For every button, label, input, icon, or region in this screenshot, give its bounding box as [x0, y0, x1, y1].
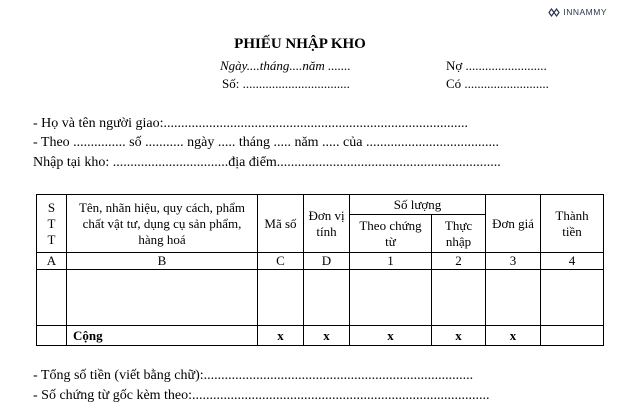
- index-cell: 3: [486, 253, 541, 270]
- index-cell: B: [67, 253, 258, 270]
- quantity-header: Số lượng: [350, 195, 486, 215]
- total-mark: x: [304, 326, 350, 346]
- stt-char-2: T: [47, 215, 56, 231]
- stt-char-1: S: [47, 199, 56, 215]
- empty-cell: [541, 326, 604, 346]
- total-mark: x: [486, 326, 541, 346]
- index-cell: 4: [541, 253, 604, 270]
- reference-line: - Theo ............... số ........... ngày ..... tháng ..... năm ..... của ......................................: [33, 135, 499, 150]
- total-label: Cộng: [67, 326, 258, 346]
- empty-cell: [67, 270, 258, 326]
- empty-cell: [486, 270, 541, 326]
- amount-header: Thành tiền: [541, 195, 604, 253]
- empty-cell: [37, 326, 67, 346]
- empty-cell: [258, 270, 304, 326]
- index-cell: 2: [432, 253, 486, 270]
- goods-table: [36, 194, 604, 346]
- logo-icon: [548, 8, 560, 17]
- warehouse-line: Nhập tại kho: .................................địa điểm................................................................: [33, 155, 501, 170]
- deliverer-line: - Họ và tên người giao:.......................................................................................: [33, 116, 468, 131]
- stt-header: [37, 195, 67, 253]
- so-line: Số: .................................: [222, 76, 350, 91]
- doc-qty-header: Theo chứng từ: [350, 215, 432, 253]
- attached-docs-line: - Số chứng từ gốc kèm theo:.....................................................................................: [33, 388, 490, 403]
- empty-cell: [350, 270, 432, 326]
- price-header: Đơn giá: [486, 195, 541, 253]
- total-mark: x: [258, 326, 304, 346]
- unit-header: Đơn vị tính: [304, 195, 350, 253]
- index-cell: D: [304, 253, 350, 270]
- total-mark: x: [432, 326, 486, 346]
- total-words-line: - Tổng số tiền (viết bằng chữ):.............................................................................: [33, 368, 474, 383]
- index-cell: 1: [350, 253, 432, 270]
- co-line: Có ..........................: [446, 76, 549, 91]
- page-title: PHIẾU NHẬP KHO: [234, 36, 366, 52]
- code-header: Mã số: [258, 195, 304, 253]
- empty-cell: [541, 270, 604, 326]
- empty-cell: [37, 270, 67, 326]
- index-row: [37, 253, 604, 270]
- no-line: Nợ .........................: [446, 58, 547, 73]
- index-cell: A: [37, 253, 67, 270]
- name-header: Tên, nhãn hiệu, quy cách, phẩm chất vật tư, dụng cụ sản phẩm, hàng hoá: [67, 195, 258, 253]
- index-cell: C: [258, 253, 304, 270]
- date-line: Ngày....tháng....năm .......: [220, 58, 351, 73]
- total-mark: x: [350, 326, 432, 346]
- logo-text: INNAMMY: [563, 7, 607, 17]
- actual-qty-header: Thực nhập: [432, 215, 486, 253]
- table-row: [37, 270, 604, 326]
- empty-cell: [432, 270, 486, 326]
- total-row: [37, 326, 604, 346]
- logo: [548, 7, 607, 17]
- stt-char-3: T: [47, 231, 56, 247]
- empty-cell: [304, 270, 350, 326]
